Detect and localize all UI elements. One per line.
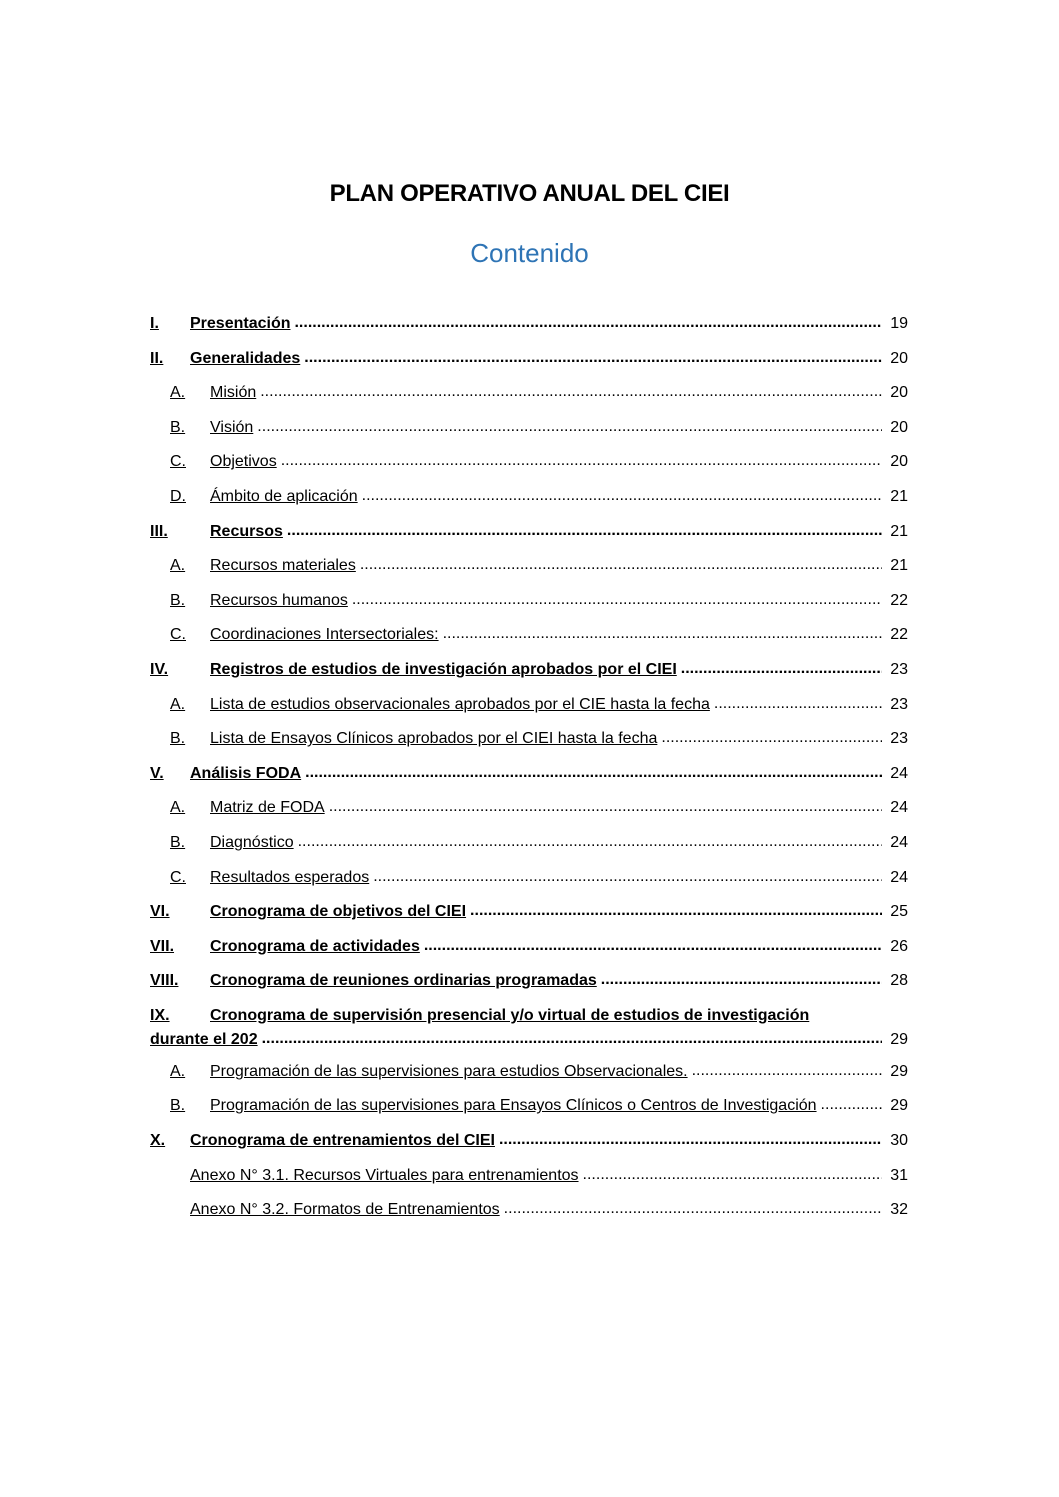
toc-entry[interactable] [150, 1131, 908, 1166]
toc-entry-page: 23 [890, 660, 908, 678]
toc-entry-page: 23 [890, 730, 908, 748]
toc-entry-number: B. [170, 1097, 186, 1115]
document-title: PLAN OPERATIVO ANUAL DEL CIEI [329, 180, 730, 207]
toc-entry[interactable] [150, 971, 908, 1006]
toc-entry-title[interactable]: Misión [210, 384, 257, 402]
toc-entry[interactable] [150, 591, 908, 626]
toc-entry-page: 24 [890, 868, 908, 886]
toc-entry-number: I. [150, 315, 159, 332]
toc-entry-title[interactable]: Programación de las supervisiones para Ensayos Clínicos o Centros de Investigación [210, 1097, 817, 1115]
toc-entry-title[interactable]: Diagnóstico [210, 833, 294, 851]
toc-leader [714, 694, 882, 714]
toc-entry[interactable] [150, 660, 908, 695]
toc-entry-title[interactable]: Anexo N° 3.1. Recursos Virtuales para entrenamientos [190, 1166, 579, 1184]
toc-leader [499, 1130, 882, 1150]
toc-entry-page: 29 [890, 1030, 908, 1048]
toc-entry[interactable] [150, 418, 908, 453]
toc-entry-number: B. [170, 833, 186, 851]
toc-entry-title[interactable]: Objetivos [210, 453, 277, 471]
toc-leader [329, 797, 882, 817]
toc-entry-page: 24 [890, 764, 908, 782]
toc-entry-page: 30 [890, 1132, 908, 1150]
toc-entry-number: A. [170, 557, 186, 575]
toc-entry[interactable] [150, 487, 908, 522]
toc-entry[interactable] [150, 937, 908, 972]
toc-entry-page: 21 [890, 522, 908, 540]
toc-entry-page: 21 [890, 557, 908, 575]
toc-entry-title[interactable]: Recursos [210, 522, 283, 540]
toc-entry[interactable] [150, 764, 908, 799]
toc-entry-number: VI. [150, 903, 170, 921]
toc-entry[interactable] [150, 833, 908, 868]
toc-entry[interactable] [150, 625, 908, 660]
toc-entry-number: VIII. [150, 972, 179, 990]
toc-leader [470, 901, 882, 921]
toc-entry[interactable] [150, 1200, 908, 1235]
toc-leader [260, 382, 882, 402]
toc-entry-title[interactable]: Coordinaciones Intersectoriales: [210, 626, 439, 644]
toc-leader [424, 936, 882, 956]
toc-entry[interactable] [150, 1006, 908, 1062]
toc-entry-page: 20 [890, 349, 908, 367]
table-of-contents [150, 314, 908, 1235]
toc-entry-page: 29 [890, 1062, 908, 1080]
toc-entry[interactable] [150, 314, 908, 349]
toc-leader [305, 763, 882, 783]
toc-entry-number: B. [170, 730, 186, 748]
toc-entry-title-continued[interactable]: durante el 202 [150, 1030, 258, 1048]
toc-entry[interactable] [150, 695, 908, 730]
toc-entry-title[interactable]: Presentación [190, 315, 291, 332]
toc-entry-title[interactable]: Anexo N° 3.2. Formatos de Entrenamientos [190, 1201, 500, 1219]
toc-entry-title[interactable]: Análisis FODA [190, 764, 302, 782]
toc-leader [443, 624, 882, 644]
toc-entry-page: 20 [890, 418, 908, 436]
toc-entry[interactable] [150, 349, 908, 384]
toc-entry-number: C. [170, 453, 186, 471]
toc-entry-title[interactable]: Resultados esperados [210, 868, 370, 886]
toc-entry-number: A. [170, 1062, 186, 1080]
toc-entry-title[interactable]: Matriz de FODA [210, 799, 325, 817]
toc-entry-number: II. [150, 349, 164, 367]
toc-entry-page: 24 [890, 833, 908, 851]
toc-leader [661, 728, 882, 748]
toc-entry-number: B. [170, 418, 186, 436]
toc-entry-title[interactable]: Lista de estudios observacionales aprobados por el CIE hasta la fecha [210, 695, 710, 713]
toc-entry-page: 32 [890, 1201, 908, 1219]
toc-entry-number: IX. [150, 1006, 170, 1024]
toc-entry-title[interactable]: Recursos materiales [210, 557, 356, 575]
toc-heading: Contenido [470, 238, 589, 268]
toc-leader [304, 348, 882, 368]
toc-leader [352, 590, 882, 610]
toc-entry-title[interactable]: Registros de estudios de investigación aprobados por el CIEI [210, 660, 677, 678]
toc-entry-number: VII. [150, 937, 175, 955]
toc-entry-title[interactable]: Cronograma de entrenamientos del CIEI [190, 1132, 495, 1150]
toc-entry[interactable] [150, 452, 908, 487]
toc-entry-page: 31 [890, 1166, 908, 1184]
toc-entry-number: A. [170, 695, 186, 713]
toc-entry[interactable] [150, 556, 908, 591]
toc-entry-title[interactable]: Recursos humanos [210, 591, 348, 609]
toc-entry-page: 25 [890, 903, 908, 921]
toc-entry-page: 24 [890, 799, 908, 817]
toc-entry-page: 20 [890, 453, 908, 471]
toc-entry[interactable] [150, 1062, 908, 1097]
toc-entry-number: A. [170, 384, 186, 402]
toc-entry-title[interactable]: Cronograma de supervisión presencial y/o virtual de estudios de investigación [210, 1006, 810, 1024]
toc-entry-page: 21 [890, 487, 908, 505]
toc-entry-title[interactable]: Cronograma de actividades [210, 937, 420, 955]
toc-entry[interactable] [150, 1096, 908, 1131]
toc-leader [257, 417, 882, 437]
toc-leader [287, 521, 882, 541]
toc-entry-page: 22 [890, 626, 908, 644]
toc-leader [298, 832, 882, 852]
toc-entry-page: 19 [890, 315, 908, 332]
toc-entry[interactable] [150, 868, 908, 903]
toc-entry-page: 29 [890, 1097, 908, 1115]
toc-entry-title[interactable]: Cronograma de reuniones ordinarias programadas [210, 972, 597, 990]
toc-entry-title[interactable]: Visión [210, 418, 254, 436]
toc-entry-page: 23 [890, 695, 908, 713]
toc-leader [262, 1029, 882, 1049]
toc-entry-title[interactable]: Programación de las supervisiones para estudios Observacionales. [210, 1062, 688, 1080]
toc-entry[interactable] [150, 1166, 908, 1201]
toc-leader [373, 867, 882, 887]
toc-entry[interactable] [150, 522, 908, 557]
toc-entry-page: 22 [890, 591, 908, 609]
toc-leader [692, 1061, 882, 1081]
toc-leader [583, 1165, 882, 1185]
toc-entry-number: B. [170, 591, 186, 609]
toc-leader [294, 313, 882, 333]
toc-leader [360, 555, 882, 575]
toc-leader [601, 970, 882, 990]
toc-entry-number: A. [170, 799, 186, 817]
toc-entry-page: 28 [890, 972, 908, 990]
toc-entry-number: III. [150, 522, 168, 540]
toc-entry[interactable] [150, 902, 908, 937]
toc-entry-title[interactable]: Lista de Ensayos Clínicos aprobados por el CIEI hasta la fecha [210, 730, 658, 748]
toc-entry-number: C. [170, 626, 186, 644]
toc-leader [362, 486, 882, 506]
toc-leader [281, 451, 882, 471]
toc-entry[interactable] [150, 798, 908, 833]
toc-entry-number: D. [170, 487, 186, 505]
toc-entry-page: 26 [890, 937, 908, 955]
toc-entry[interactable] [150, 729, 908, 764]
toc-entry-number: V. [150, 764, 164, 782]
toc-entry-number: C. [170, 868, 186, 886]
toc-entry-title[interactable]: Generalidades [190, 349, 301, 367]
toc-entry-title[interactable]: Cronograma de objetivos del CIEI [210, 903, 467, 921]
toc-entry-page: 20 [890, 384, 908, 402]
toc-leader [681, 659, 882, 679]
toc-leader [504, 1199, 882, 1219]
toc-entry-title[interactable]: Ámbito de aplicación [210, 487, 358, 505]
toc-entry[interactable] [150, 383, 908, 418]
toc-entry-number: X. [150, 1132, 166, 1150]
toc-entry-number: IV. [150, 660, 169, 678]
toc-leader [821, 1095, 882, 1115]
